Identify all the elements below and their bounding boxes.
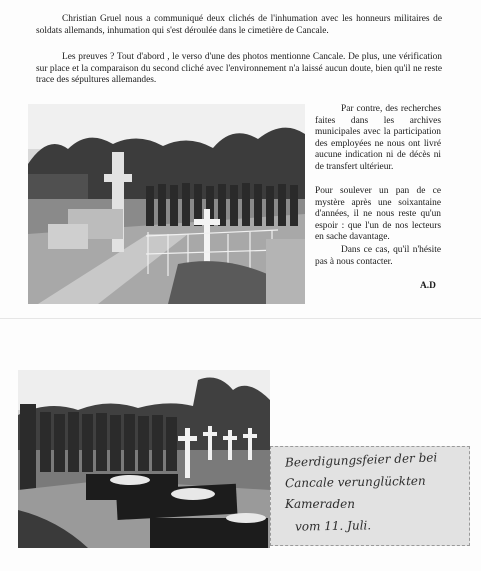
handwritten-note-card — [270, 446, 470, 546]
cemetery-photo-honor-guard — [28, 104, 305, 304]
proofs-paragraph: Les preuves ? Tout d'abord , le verso d'une des photos mentionne Cancale. De plus, une vérification sur place et la comparaison du second cliché avec l'environnement n'a laissé aucun doute, bien qu'il ne reste trace des sépultures allemandes. — [36, 52, 442, 86]
contact-paragraph: Dans ce cas, qu'il n'hésite pas à nous contacter. — [315, 245, 441, 267]
intro-paragraph: Christian Gruel nous a communiqué deux clichés de l'inhumation avec les honneurs militaires de soldats allemands, inhumation qui s'est déroulée dans le cimetière de Cancale. — [36, 14, 442, 36]
page-fold-line — [0, 318, 481, 319]
handwritten-line-4: vom 11. Juli. — [294, 518, 372, 534]
handwritten-line-3: Kameraden — [285, 497, 356, 511]
research-paragraph: Par contre, des recherches faites dans les archives municipales avec la participation des employées ne nous ont livré aucune indication ni de décès ni de transfert ultérieur. — [315, 104, 441, 172]
handwritten-line-1: Beerdigungsfeier der bei — [284, 450, 438, 470]
funeral-photo-coffins — [18, 370, 270, 548]
handwritten-line-2: Cancale verunglückten — [284, 473, 426, 491]
author-signature: A.D — [420, 281, 436, 291]
mystery-paragraph: Pour soulever un pan de ce mystère après une soixantaine d'années, il ne nous reste qu'un espoir : que l'un de nos lecteurs en sache davantage. — [315, 186, 441, 243]
